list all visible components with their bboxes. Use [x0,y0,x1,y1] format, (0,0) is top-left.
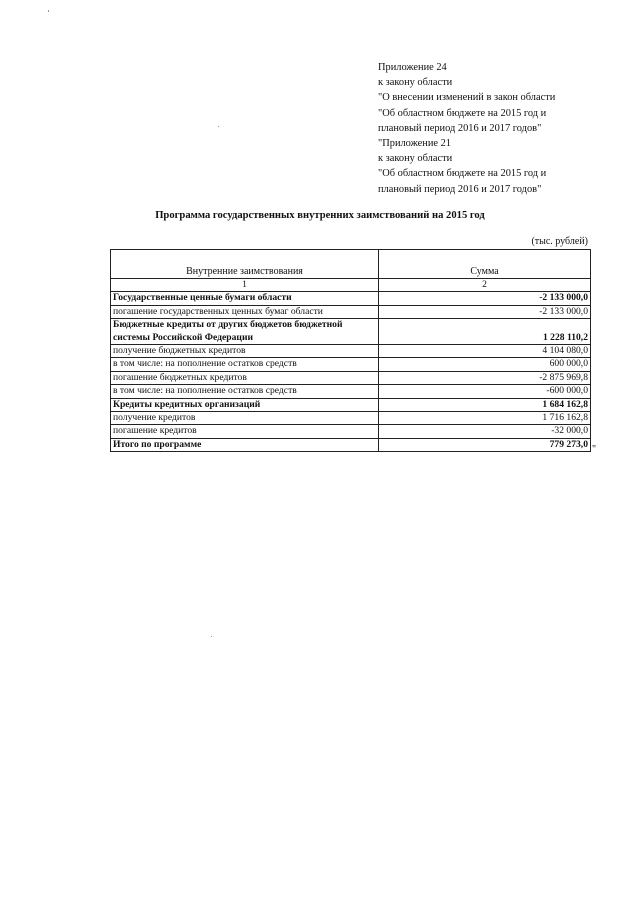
row-label: Итого по программе [111,438,379,451]
row-label: в том числе: на пополнение остатков средств [111,385,379,398]
table-row [111,358,591,371]
row-label: в том числе: на пополнение остатков средств [111,358,379,371]
header-line: "Приложение 21 [378,138,451,150]
row-label: Государственные ценные бумаги области [111,292,379,305]
scan-speck [48,10,49,12]
header-line: к закону области [378,153,453,165]
row-value: 1 228 110,2 [379,319,591,345]
column-header-borrowings: Внутренние заимствования [111,250,379,279]
row-value: -32 000,0 [379,425,591,438]
table-row [111,292,591,305]
row-label: погашение кредитов [111,425,379,438]
table-header-row [111,250,591,279]
row-value: -2 875 969,8 [379,371,591,384]
row-value: -2 133 000,0 [379,305,591,318]
scan-speck [218,126,219,127]
row-label: получение бюджетных кредитов [111,345,379,358]
units-label: (тыс. рублей) [531,236,588,247]
row-value: 1 716 162,8 [379,412,591,425]
header-line: плановый период 2016 и 2017 годов" [378,183,542,195]
header-line: "Об областном бюджете на 2015 год и [378,107,547,119]
row-value: 4 104 080,0 [379,345,591,358]
row-label: Бюджетные кредиты от других бюджетов бюджетной системы Российской Федерации [111,319,379,345]
row-label: погашение государственных ценных бумаг области [111,305,379,318]
table-row [111,385,591,398]
row-value: 779 273,0 [379,438,591,451]
header-line: "О внесении изменений в закон области [378,92,556,104]
header-line: плановый период 2016 и 2017 годов" [378,122,542,134]
header-line: Приложение 24 [378,62,447,73]
appendix-header [378,60,618,197]
row-value: 600 000,0 [379,358,591,371]
table-row [111,371,591,384]
table-index-row [111,279,591,292]
document-title: Программа государственных внутренних заимствований на 2015 год [155,210,485,221]
borrowings-table [110,249,591,452]
row-label: получение кредитов [111,412,379,425]
row-label: Кредиты кредитных организаций [111,398,379,411]
row-value: -600 000,0 [379,385,591,398]
table-row-total [111,438,591,451]
header-line: к закону области [378,77,453,89]
table-row [111,345,591,358]
row-value: -2 133 000,0 [379,292,591,305]
column-index: 2 [379,279,591,292]
closing-quote-mark: " [592,444,597,455]
column-header-sum: Сумма [379,250,591,279]
table-row [111,425,591,438]
table-row [111,412,591,425]
row-value: 1 684 162,8 [379,398,591,411]
table-row [111,305,591,318]
header-line: "Об областном бюджете на 2015 год и [378,168,547,180]
column-index: 1 [111,279,379,292]
table-row [111,398,591,411]
row-label: погашение бюджетных кредитов [111,371,379,384]
table-row [111,319,591,345]
scan-speck [211,636,212,637]
